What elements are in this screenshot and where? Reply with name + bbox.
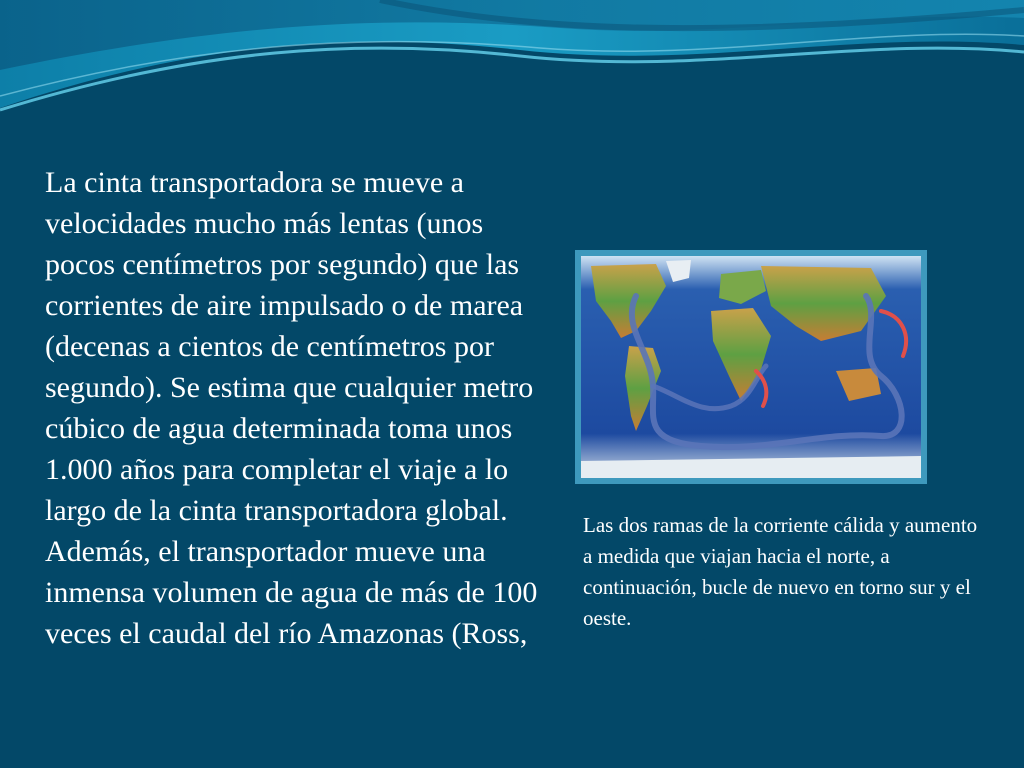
body-paragraph: La cinta transportadora se mueve a velocidades mucho más lentas (unos pocos centímetros por segundo) que las corrientes de aire impulsado o de marea (decenas a cientos de centímetros por segundo). Se estima que cualquier metro cúbico de agua determinada toma unos 1.000 años para completar el viaje a lo largo de la cinta transportadora global. Además, el transportador mueve una inmensa volumen de agua de más de 100 veces el caudal del río Amazonas (Ross, [45,166,538,650]
wave-header-decoration [0,0,1024,130]
thermohaline-circulation-map [581,256,921,478]
map-caption: Las dos ramas de la corriente cálida y aumento a medida que viajan hacia el norte, a continuación, bucle de nuevo en torno sur y el oeste. [583,513,978,630]
world-map-image [575,250,927,484]
